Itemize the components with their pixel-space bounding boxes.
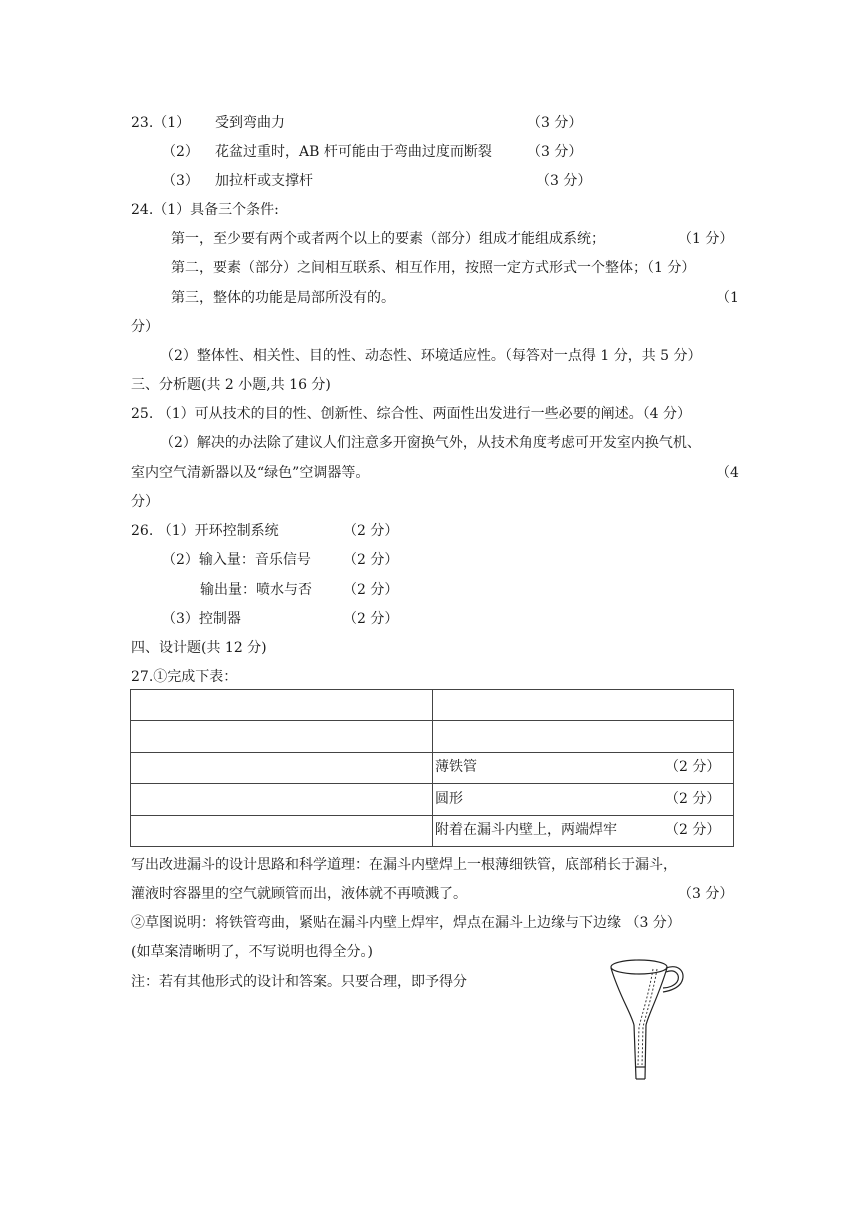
q27-sketch-description: ②草图说明：将铁管弯曲，紧贴在漏斗内壁上焊牢，焊点在漏斗上边缘与下边缘 （3 分） bbox=[131, 915, 681, 931]
q23-sub-3: （3） bbox=[162, 173, 199, 189]
q24-heading: 24.（1）具备三个条件: bbox=[131, 202, 279, 218]
answer-table bbox=[130, 689, 734, 847]
q25-part-2-score-wrap: 分） bbox=[131, 494, 159, 510]
q24-part-2: （2）整体性、相关性、目的性、动态性、环境适应性。（每答对一点得 1 分，共 5 分） bbox=[160, 348, 702, 364]
table-cell bbox=[131, 690, 433, 721]
q26-answer-2: （2）输入量：音乐信号 bbox=[162, 552, 311, 568]
q25-part-2-score: （4 bbox=[716, 465, 739, 481]
q26-answer-3: 输出量：喷水与否 bbox=[200, 582, 312, 598]
q27-note: 注：若有其他形式的设计和答案。只要合理，即予得分 bbox=[131, 974, 467, 990]
q23-number: 23.（1） bbox=[131, 115, 191, 131]
q25-part-2-line-2: 室内空气清新器以及“绿色”空调器等。 bbox=[131, 465, 370, 481]
table-cell bbox=[433, 815, 734, 846]
q24-condition-3: 第三，整体的功能是局部所没有的。 bbox=[171, 290, 395, 306]
table-cell bbox=[433, 721, 734, 752]
table-row bbox=[131, 752, 734, 783]
table-cell bbox=[131, 721, 433, 752]
q26-score-3: （2 分） bbox=[343, 582, 399, 598]
q23-score-2: （3 分） bbox=[527, 144, 583, 160]
q23-score-1: （3 分） bbox=[527, 115, 583, 131]
q26-score-2: （2 分） bbox=[343, 552, 399, 568]
q23-answer-1: 受到弯曲力 bbox=[215, 115, 285, 131]
q25-part-1: 25. （1）可从技术的目的性、创新性、综合性、两面性出发进行一些必要的阐述。（4 分） bbox=[131, 406, 691, 422]
table-cell bbox=[433, 784, 734, 815]
table-row bbox=[131, 815, 734, 846]
table-row bbox=[131, 690, 734, 721]
section-4-heading: 四、设计题(共 12 分) bbox=[131, 640, 267, 656]
material-answer: 薄铁管 bbox=[435, 759, 477, 776]
table-cell bbox=[131, 752, 433, 783]
section-3-heading: 三、分析题(共 2 小题,共 16 分) bbox=[131, 377, 331, 393]
q24-condition-3-score: （1 bbox=[716, 290, 739, 306]
q24-condition-1-score: （1 分） bbox=[678, 231, 734, 247]
q27-heading: 27.①完成下表： bbox=[131, 669, 238, 685]
q27-design-line-1: 写出改进漏斗的设计思路和科学道理：在漏斗内壁焊上一根薄细铁管，底部稍长于漏斗， bbox=[131, 857, 677, 873]
table-row bbox=[131, 721, 734, 752]
q27-design-line-2: 灌液时容器里的空气就顾管而出，液体就不再喷溅了。 bbox=[131, 886, 467, 902]
funnel-sketch-image bbox=[605, 955, 690, 1085]
q26-answer-4: （3）控制器 bbox=[162, 611, 241, 627]
q26-answer-1: 26. （1）开环控制系统 bbox=[131, 523, 279, 539]
q24-condition-3-score-wrap: 分） bbox=[131, 319, 159, 335]
q24-condition-2: 第二，要素（部分）之间相互联系、相互作用，按照一定方式形式一个整体；（1 分） bbox=[171, 260, 696, 276]
shape-answer: 圆形 bbox=[435, 790, 463, 807]
shape-score: （2 分） bbox=[665, 790, 721, 807]
table-cell bbox=[433, 690, 734, 721]
table-row bbox=[131, 784, 734, 815]
q24-condition-1: 第一，至少要有两个或者两个以上的要素（部分）组成才能组成系统； bbox=[171, 231, 605, 247]
q27-sketch-note: (如草案清晰明了，不写说明也得全分。) bbox=[131, 944, 373, 960]
material-score: （2 分） bbox=[665, 759, 721, 776]
connection-score: （2 分） bbox=[665, 822, 721, 839]
q23-score-3: （3 分） bbox=[536, 173, 592, 189]
q26-score-1: （2 分） bbox=[343, 523, 399, 539]
connection-answer: 附着在漏斗内壁上，两端焊牢 bbox=[435, 822, 617, 839]
q23-sub-2: （2） bbox=[162, 144, 199, 160]
q23-answer-3: 加拉杆或支撑杆 bbox=[215, 173, 313, 189]
table-cell bbox=[131, 784, 433, 815]
q23-answer-2: 花盆过重时，AB 杆可能由于弯曲过度而断裂 bbox=[215, 144, 492, 160]
table-cell bbox=[433, 752, 734, 783]
q26-score-4: （2 分） bbox=[343, 611, 399, 627]
table-cell bbox=[131, 815, 433, 846]
q27-design-score: （3 分） bbox=[678, 886, 734, 902]
q25-part-2-line-1: （2）解决的办法除了建议人们注意多开窗换气外，从技术角度考虑可开发室内换气机、 bbox=[160, 435, 701, 451]
